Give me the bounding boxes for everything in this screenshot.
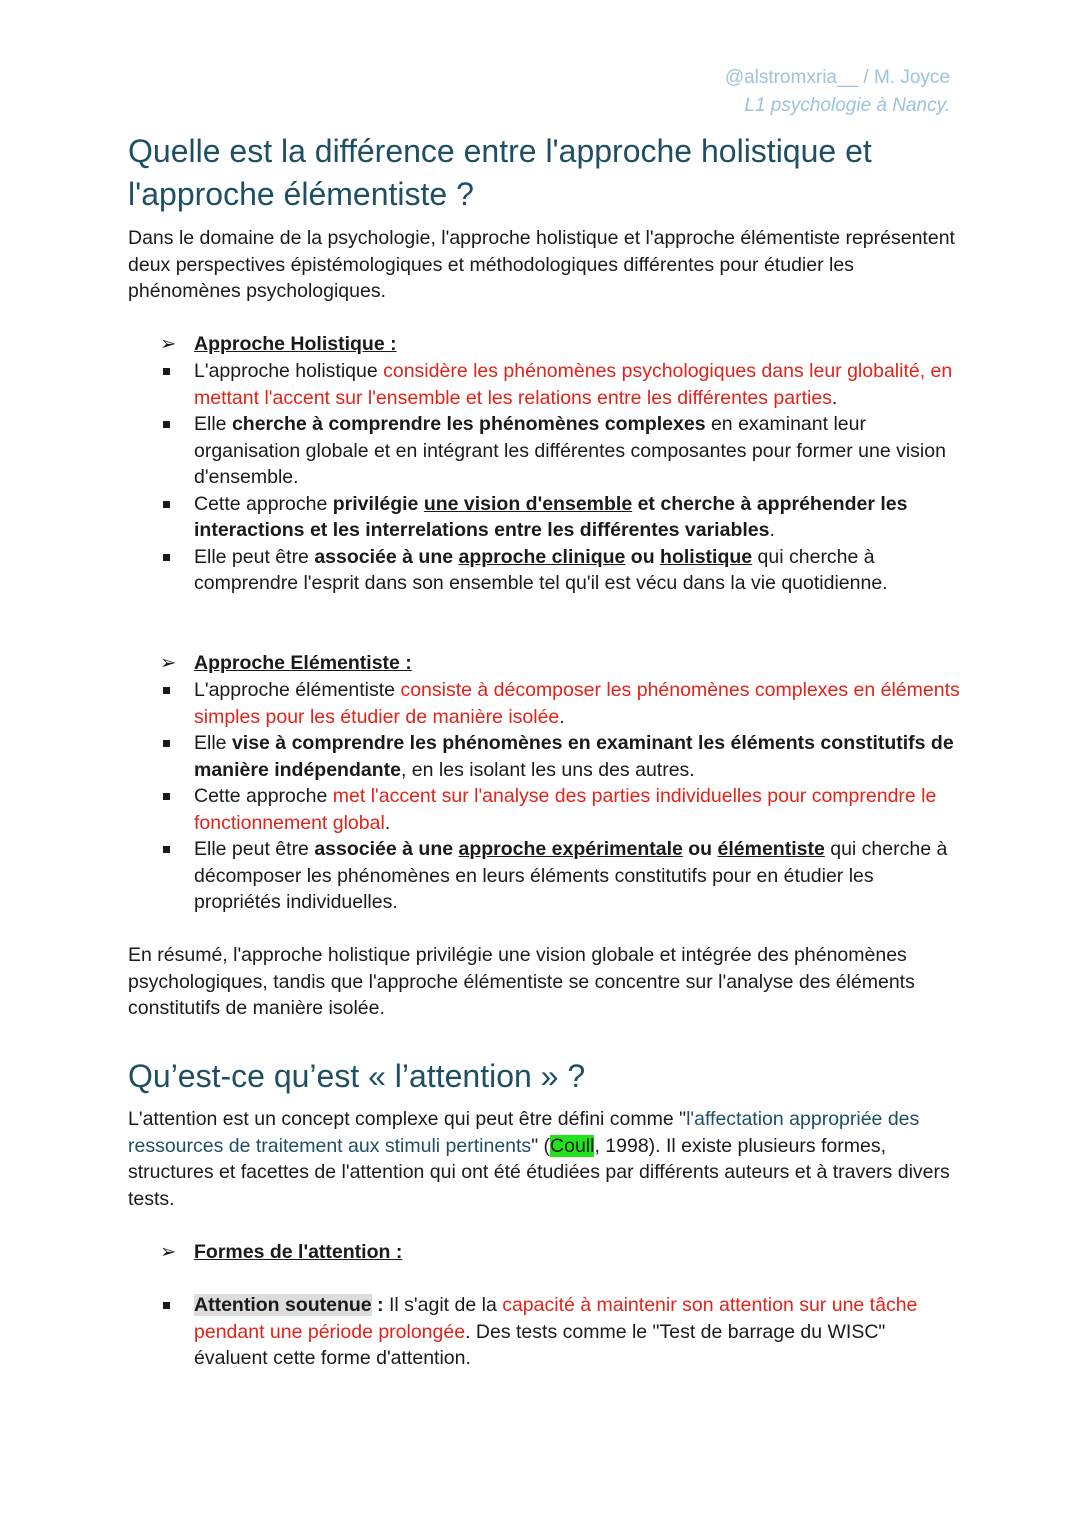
elementist-heading: ➢ Approche Elémentiste : [160,652,412,674]
author-header [725,64,950,120]
holistic-heading: ➢ Approche Holistique : [160,333,397,355]
elementist-list [160,677,960,916]
section1-intro: Dans le domaine de la psychologie, l'approche holistique et l'approche élémentiste représentent deux perspectives épistémologiques et méthodologiques différentes pour étudier les phénomènes psychologiques. [128,227,955,302]
arrow-bullet-icon: ➢ [160,333,177,355]
arrow-bullet-icon: ➢ [160,652,177,674]
list-item: Cette approche met l'accent sur l'analyse des parties individuelles pour comprendre le fonctionnement global. [160,783,960,836]
list-item: Elle peut être associée à une approche clinique ou holistique qui cherche à comprendre l'esprit dans son ensemble tel qu'il est vécu dans la vie quotidienne. [160,544,960,597]
holistic-list [160,358,960,597]
arrow-bullet-icon: ➢ [160,1241,177,1263]
list-item: Elle cherche à comprendre les phénomènes complexes en examinant leur organisation globale et en intégrant les différentes composantes pour former une vision d'ensemble. [160,411,960,491]
list-item: L'approche holistique considère les phénomènes psychologiques dans leur globalité, en mettant l'accent sur l'ensemble et les relations entre les différentes parties. [160,358,960,411]
section1-summary: En résumé, l'approche holistique privilégie une vision globale et intégrée des phénomènes psychologiques, tandis que l'approche élémentiste se concentre sur l'analyse des éléments constitutifs de manière isolée. [128,944,915,1019]
author-course: L1 psychologie à Nancy. [744,95,950,116]
list-item: Elle peut être associée à une approche expérimentale ou élémentiste qui cherche à décomposer les phénomènes en leurs éléments constitutifs pour en étudier les propriétés individuelles. [160,836,960,916]
list-item: Attention soutenue : Il s'agit de la capacité à maintenir son attention sur une tâche pendant une période prolongée. Des tests comme le "Test de barrage du WISC" évaluent cette forme d'attention. [160,1292,960,1372]
list-item: L'approche élémentiste consiste à décomposer les phénomènes complexes en éléments simples pour les étudier de manière isolée. [160,677,960,730]
forms-list [160,1292,960,1372]
author-handle: @alstromxria__ / M. Joyce [724,67,950,88]
section2-title: Qu’est-ce qu’est « l’attention » ? [128,1058,586,1094]
section2-intro: L'attention est un concept complexe qui peut être défini comme "l'affectation appropriée des ressources de traitement aux stimuli pertinents" (Coull, 1998). Il existe plusieurs formes, structures et facettes de l'attention qui ont été étudiées par différents auteurs et à travers divers tests. [128,1108,950,1210]
forms-heading: ➢ Formes de l'attention : [160,1241,403,1263]
section1-title: Quelle est la différence entre l'approche holistique et l'approche élémentiste ? [128,133,872,212]
list-item: Elle vise à comprendre les phénomènes en examinant les éléments constitutifs de manière indépendante, en les isolant les uns des autres. [160,730,960,783]
list-item: Cette approche privilégie une vision d'ensemble et cherche à appréhender les interactions et les interrelations entre les différentes variables. [160,491,960,544]
